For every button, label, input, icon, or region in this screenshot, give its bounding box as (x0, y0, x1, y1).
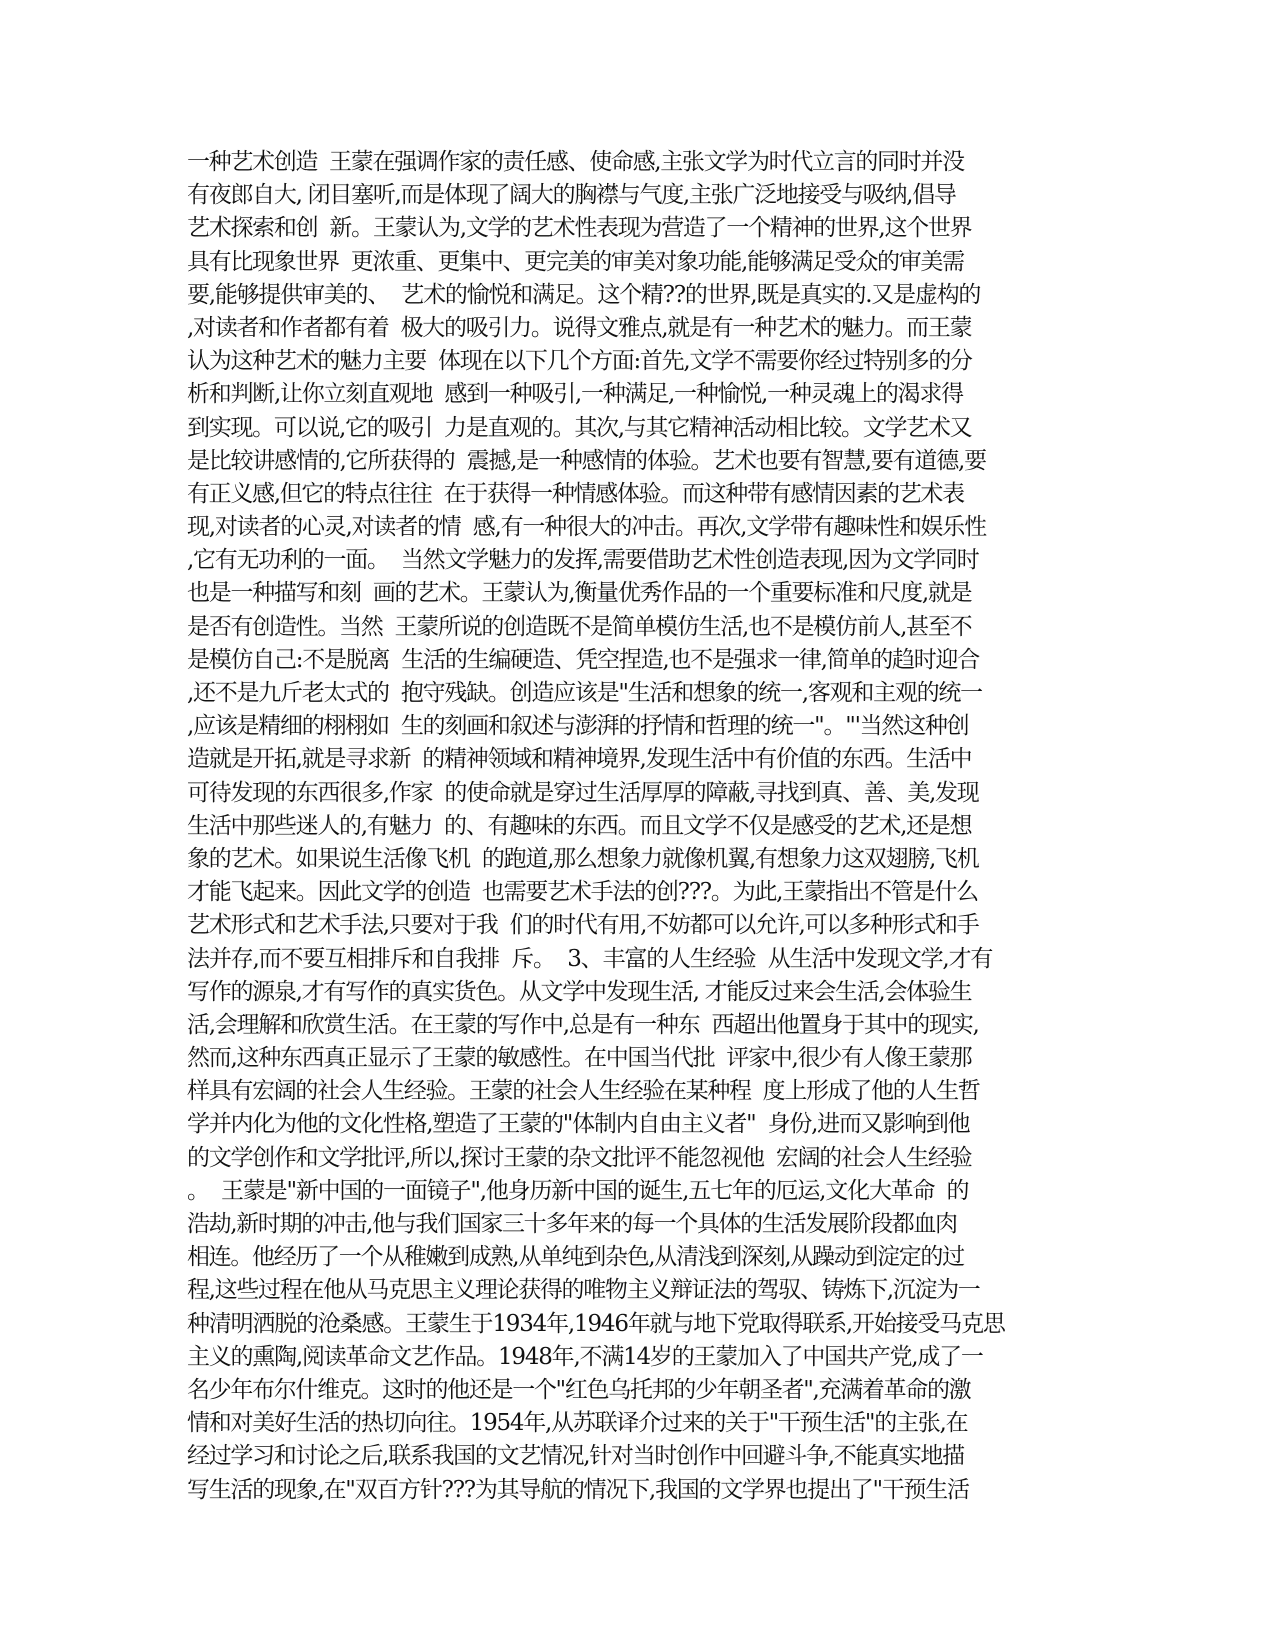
text-line: 是模仿自己:不是脱离 生活的生编硬造、凭空捏造,也不是强求一律,简单的趋时迎合 (187, 646, 979, 673)
text-line: 名少年布尔什维克。这时的他还是一个"红色乌托邦的少年朝圣者",充满着革命的激 (187, 1376, 971, 1403)
text-line: 认为这种艺术的魅力主要 体现在以下几个方面:首先,文学不需要你经过特别多的分 (187, 348, 972, 375)
text-line: ,应该是精细的栩栩如 生的刻画和叙述与澎湃的抒情和哲理的统一"。"'当然这种创 (187, 713, 969, 740)
text-line: 才能飞起来。因此文学的创造 也需要艺术手法的创???。为此,王蒙指出不管是什么 (187, 879, 978, 906)
text-line: 然而,这种东西真正显示了王蒙的敏感性。在中国当代批 评家中,很少有人像王蒙那 (187, 1045, 972, 1072)
text-line: 有正义感,但它的特点往往 在于获得一种情感体验。而这种带有感情因素的艺术表 (187, 480, 964, 507)
text-line: 种清明洒脱的沧桑感。王蒙生于1934年,1946年就与地下党取得联系,开始接受马克思 (187, 1310, 1005, 1337)
text-line: 学并内化为他的文化性格,塑造了王蒙的"体制内自由主义者" 身份,进而又影响到他 (187, 1111, 970, 1138)
text-line: 析和判断,让你立刻直观地 感到一种吸引,一种满足,一种愉悦,一种灵魂上的渴求得 (187, 381, 963, 408)
text-line: 的文学创作和文学批评,所以,探讨王蒙的杂文批评不能忽视他 宏阔的社会人生经验 (187, 1144, 972, 1171)
text-line: 现,对读者的心灵,对读者的情 感,有一种很大的冲击。再次,文学带有趣味性和娱乐性 (187, 514, 986, 541)
text-line: 造就是开拓,就是寻求新 的精神领域和精神境界,发现生活中有价值的东西。生活中 (187, 746, 972, 773)
text-line: 主义的熏陶,阅读革命文艺作品。1948年,不满14岁的王蒙加入了中国共产党,成了一 (187, 1343, 983, 1370)
text-line: 写生活的现象,在"双百方针???为其导航的情况下,我国的文学界也提出了"干预生活 (187, 1476, 969, 1503)
text-line: 有夜郎自大, 闭目塞听,而是体现了阔大的胸襟与气度,主张广泛地接受与吸纳,倡导 (187, 182, 956, 209)
text-line: 象的艺术。如果说生活像飞机 的跑道,那么想象力就像机翼,有想象力这双翅膀,飞机 (187, 845, 979, 872)
text-line: 一种艺术创造 王蒙在强调作家的责任感、使命感,主张文学为时代立言的同时并没 (187, 149, 964, 175)
text-line: ,对读者和作者都有着 极大的吸引力。说得文雅点,就是有一种艺术的魅力。而王蒙 (187, 314, 972, 341)
body-text (187, 146, 1087, 1507)
text-line: 写作的源泉,才有写作的真实货色。从文学中发现生活, 才能反过来会生活,会体验生 (187, 978, 972, 1005)
text-line: 活,会理解和欣赏生活。在王蒙的写作中,总是有一种东 西超出他置身于其中的现实, (187, 1011, 979, 1038)
text-line: 艺术探索和创 新。王蒙认为,文学的艺术性表现为营造了一个精神的世界,这个世界 (187, 215, 972, 242)
text-line: 样具有宏阔的社会人生经验。王蒙的社会人生经验在某种程 度上形成了他的人生哲 (187, 1078, 980, 1105)
text-line: 浩劫,新时期的冲击,他与我们国家三十多年来的每一个具体的生活发展阶段都血肉 (187, 1211, 957, 1237)
text-line: 生活中那些迷人的,有魅力 的、有趣味的东西。而且文学不仅是感受的艺术,还是想 (187, 812, 972, 839)
text-line: 也是一种描写和刻 画的艺术。王蒙认为,衡量优秀作品的一个重要标准和尺度,就是 (187, 580, 972, 607)
text-line: 要,能够提供审美的、 艺术的愉悦和满足。这个精??的世界,既是真实的.又是虚构的 (187, 281, 981, 308)
text-line: ,它有无功利的一面。 当然文学魅力的发挥,需要借助艺术性创造表现,因为文学同时 (187, 547, 979, 574)
text-line: 艺术形式和艺术手法,只要对于我 们的时代有用,不妨都可以允许,可以多种形式和手 (187, 912, 979, 939)
text-line: 到实现。可以说,它的吸引 力是直观的。其次,与其它精神活动相比较。文学艺术又 (187, 414, 972, 441)
text-line: 可待发现的东西很多,作家 的使命就是穿过生活厚厚的障蔽,寻找到真、善、美,发现 (187, 779, 979, 806)
text-line: 情和对美好生活的热切向往。1954年,从苏联译介过来的关于"干预生活"的主张,在 (187, 1410, 968, 1437)
text-line: 相连。他经历了一个从稚嫩到成熟,从单纯到杂色,从清浅到深刻,从躁动到淀定的过 (187, 1244, 964, 1271)
text-line: 具有比现象世界 更浓重、更集中、更完美的审美对象功能,能够满足受众的审美需 (187, 248, 964, 275)
text-line: ,还不是九斤老太式的 抱守残缺。创造应该是"生活和想象的统一,客观和主观的统一 (187, 680, 982, 706)
text-line: 是比较讲感情的,它所获得的 震撼,是一种感情的体验。艺术也要有智慧,要有道德,要 (187, 447, 986, 474)
text-line: 程,这些过程在他从马克思主义理论获得的唯物主义辩证法的驾驭、铸炼下,沉淀为一 (187, 1277, 980, 1304)
text-line: 经过学习和讨论之后,联系我国的文艺情况,针对当时创作中回避斗争,不能真实地描 (187, 1443, 964, 1470)
text-line: 法并存,而不要互相排斥和自我排 斥。 3、丰富的人生经验 从生活中发现文学,才有 (187, 945, 993, 972)
text-line: 。 王蒙是"新中国的一面镜子",他身历新中国的诞生,五七年的厄运,文化大革命 的 (187, 1177, 969, 1204)
text-line: 是否有创造性。当然 王蒙所说的创造既不是简单模仿生活,也不是模仿前人,甚至不 (187, 613, 972, 640)
